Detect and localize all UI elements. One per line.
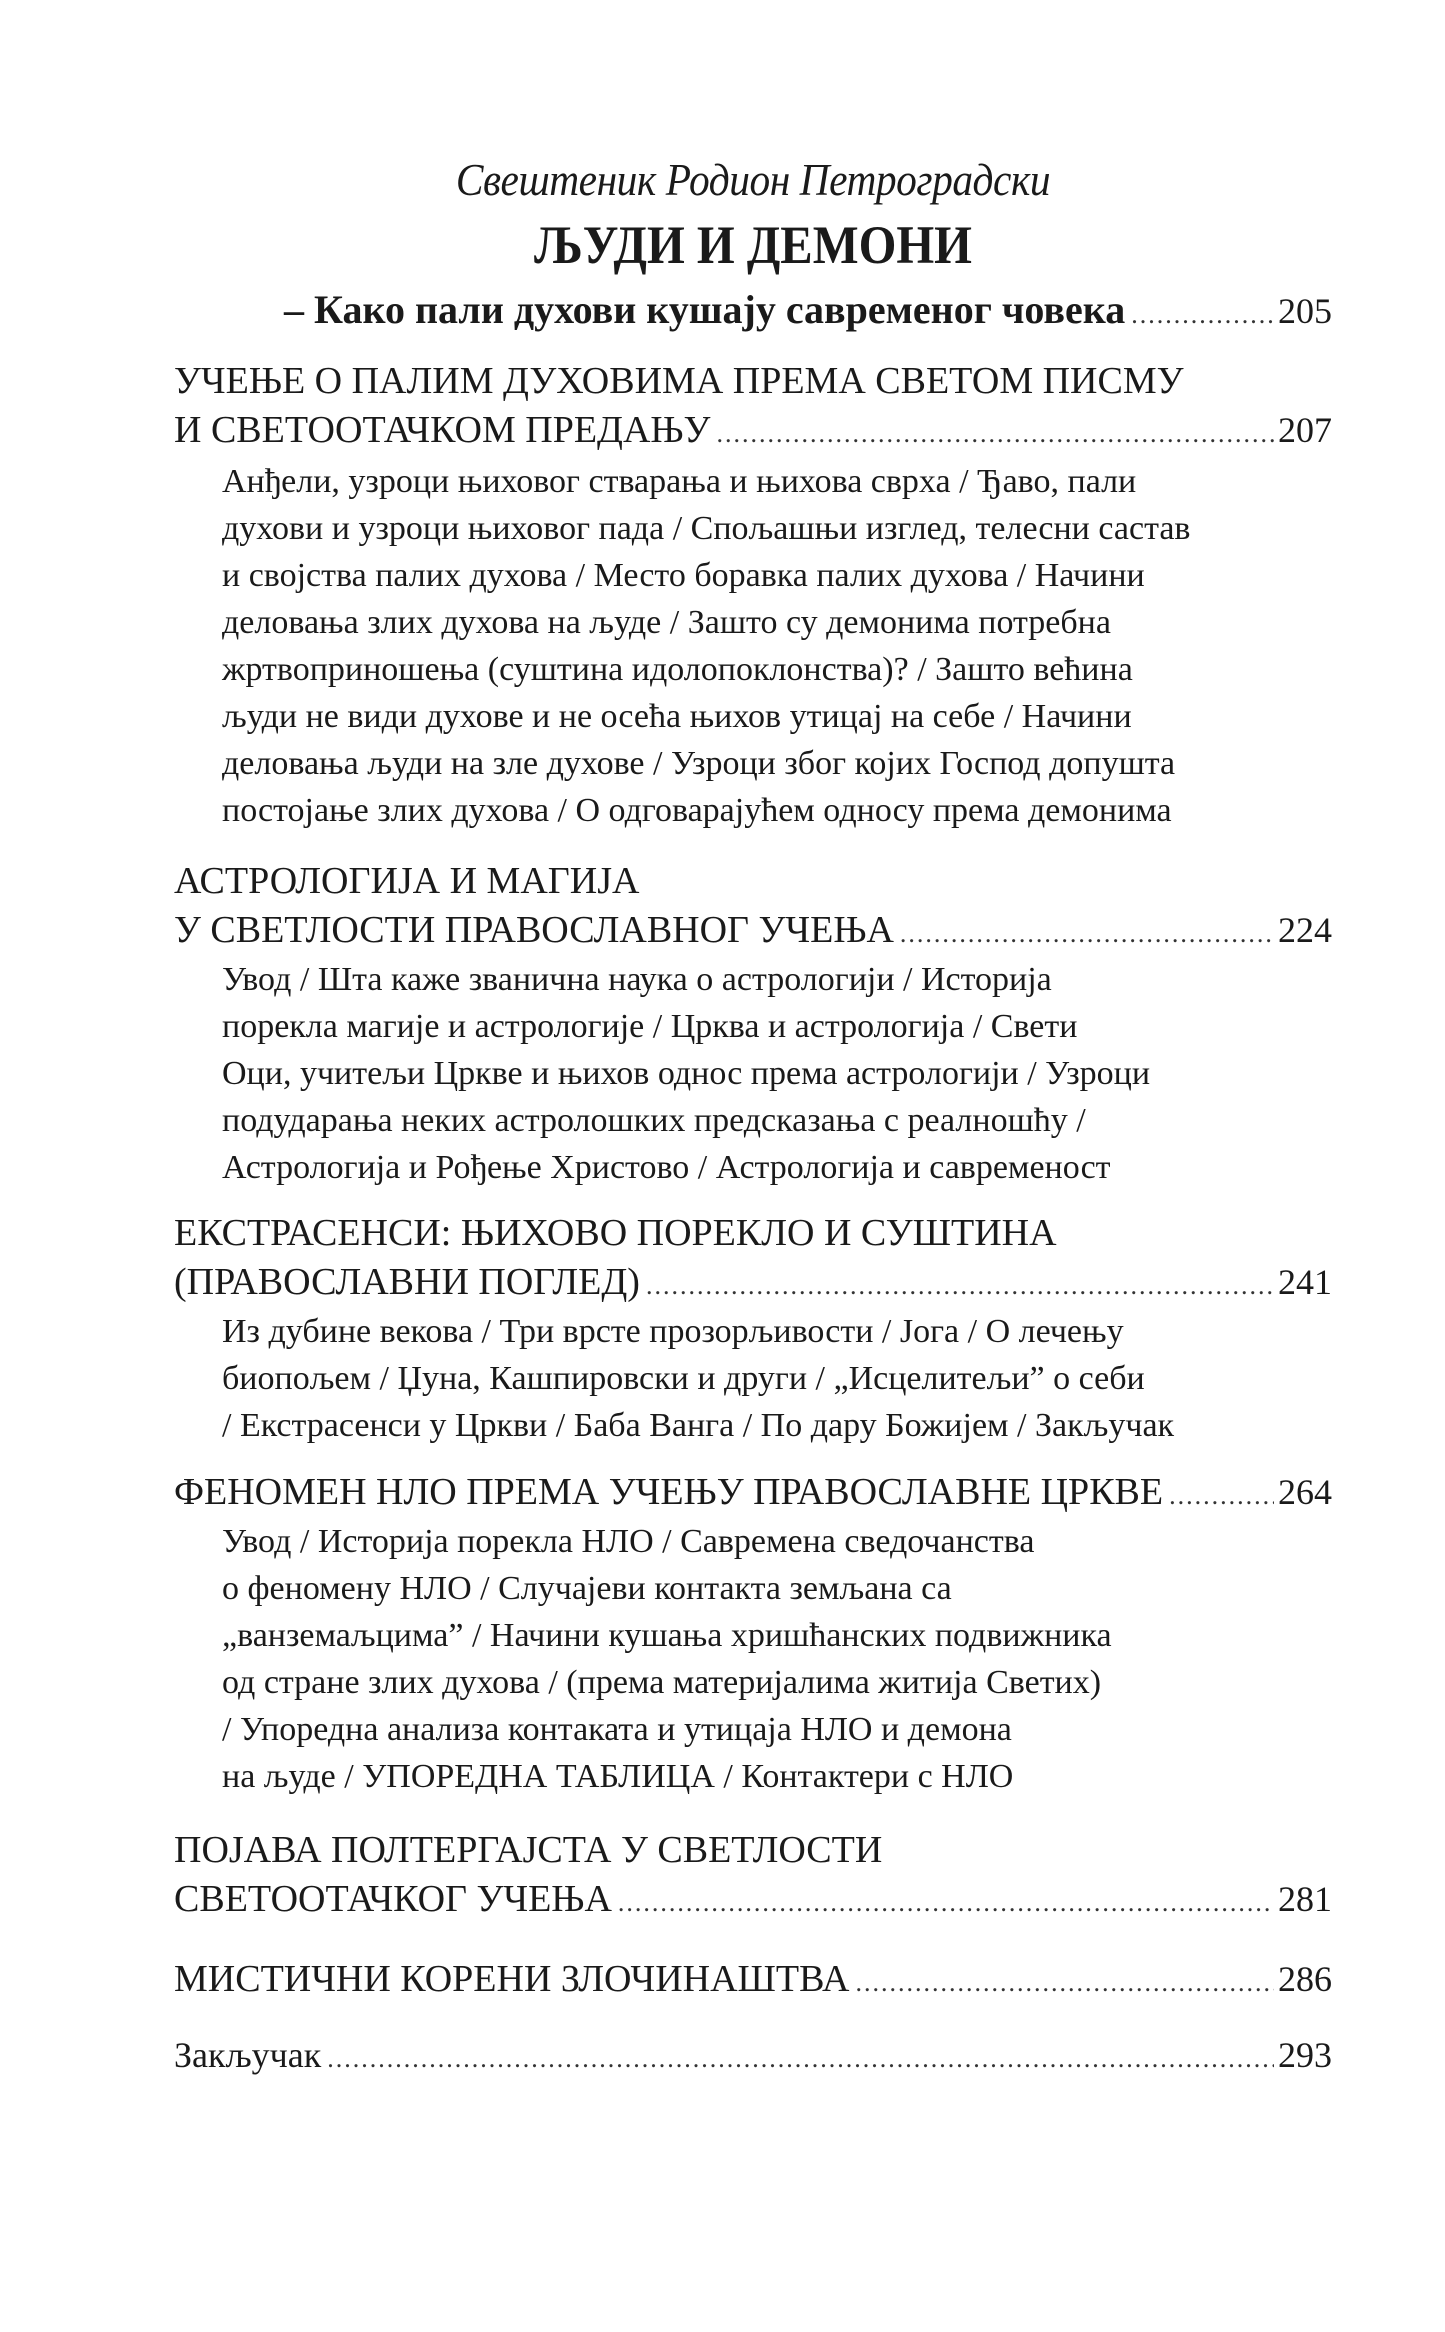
section-heading-line: И СВЕТООТАЧКОМ ПРЕДАЊУ [174, 409, 711, 451]
description-line: порекла магије и астрологије / Црква и астрологија / Свети [222, 1008, 1078, 1045]
dot-leader [327, 2034, 1274, 2083]
dot-leader [1131, 285, 1274, 345]
description-line: / Упоредна анализа контаката и утицаја НЛО и демона [222, 1711, 1012, 1748]
dot-leader [855, 1958, 1274, 2007]
section-heading-line: ЕКСТРАСЕНСИ: ЊИХОВО ПОРЕКЛО И СУШТИНА [174, 1212, 1057, 1254]
dot-leader [900, 909, 1274, 958]
page-number: 264 [1278, 1472, 1332, 1512]
toc-entry-section-5[interactable] [174, 1875, 1332, 1927]
toc-entry-section-3[interactable] [174, 1258, 1332, 1310]
description-line: Астрологија и Рођење Христово / Астрологија и савременост [222, 1149, 1111, 1186]
section-heading-line: ФЕНОМЕН НЛО ПРЕМА УЧЕЊУ ПРАВОСЛАВНЕ ЦРКВЕ [174, 1471, 1164, 1513]
description-line: биопољем / Џуна, Кашпировски и други / „Исцелитељи” о себи [222, 1360, 1145, 1397]
description-line: Анђели, узроци њиховог стварања и њихова сврха / Ђаво, пали [222, 463, 1137, 500]
description-line: деловања злих духова на људе / Зашто су демонима потребна [222, 604, 1111, 641]
section-description [222, 1308, 1322, 1449]
author-name: Свештеник Родион Петроградски [455, 155, 1051, 205]
description-line: жртвоприношења (суштина идолопоклонства)? / Зашто већина [222, 651, 1133, 688]
description-line: о феномену НЛО / Случајеви контакта земљана са [222, 1570, 952, 1607]
description-line: Из дубине векова / Три врсте прозорљивости / Јога / О лечењу [222, 1313, 1124, 1350]
dot-leader [716, 409, 1274, 458]
section-heading-line: У СВЕТЛОСТИ ПРАВОСЛАВНОГ УЧЕЊА [174, 909, 894, 951]
page-number: 241 [1278, 1262, 1332, 1302]
toc-entry-section-2[interactable] [174, 906, 1332, 958]
dot-leader [618, 1878, 1274, 1927]
page-number: 224 [1278, 910, 1332, 950]
description-line: деловања људи на зле духове / Узроци због којих Господ допушта [222, 745, 1176, 782]
page-number: 286 [1278, 1959, 1332, 1999]
description-line: подударања неких астролошких предсказања с реалношћу / [222, 1102, 1086, 1139]
book-title: ЉУДИ И ДЕМОНИ [534, 215, 972, 275]
description-line: Оци, учитељи Цркве и њихов однос према астрологији / Узроци [222, 1055, 1151, 1092]
description-line: „ванземаљцима” / Начини кушања хришћанских подвижника [222, 1617, 1112, 1654]
description-line: људи не види духове и не осећа њихов утицај на себе / Начини [222, 698, 1132, 735]
section-heading-line: МИСТИЧНИ КОРЕНИ ЗЛОЧИНАШТВА [174, 1958, 850, 2000]
section-heading-line: АСТРОЛОГИЈА И МАГИЈА [174, 860, 640, 902]
dot-leader [1169, 1471, 1274, 1520]
description-line: постојање злих духова / О одговарајућем односу према демонима [222, 792, 1172, 829]
section-description [222, 1518, 1322, 1800]
toc-entry-section-1[interactable] [174, 406, 1332, 458]
description-line: и својства палих духова / Место боравка палих духова / Начини [222, 557, 1145, 594]
conclusion-label: Закључак [174, 2035, 322, 2075]
description-line: Увод / Шта каже званична наука о астрологији / Историја [222, 961, 1052, 998]
page-number: 207 [1278, 410, 1332, 450]
page-number: 281 [1278, 1879, 1332, 1919]
description-line: од стране злих духова / (према материјалима житија Светих) [222, 1664, 1102, 1701]
page-number: 293 [1278, 2035, 1332, 2075]
section-heading-line: (ПРАВОСЛАВНИ ПОГЛЕД) [174, 1261, 640, 1303]
description-line: духови и узроци њиховог пада / Спољашњи изглед, телесни састав [222, 510, 1191, 547]
toc-entry-subtitle[interactable] [174, 280, 1332, 345]
toc-entry-section-6[interactable] [174, 1955, 1332, 2007]
book-subtitle: – Како пали духови кушају савременог човека [284, 287, 1126, 332]
section-heading-line: УЧЕЊЕ О ПАЛИМ ДУХОВИМА ПРЕМА СВЕТОМ ПИСМУ [174, 360, 1184, 402]
section-heading-line: СВЕТООТАЧКОГ УЧЕЊА [174, 1878, 612, 1920]
dot-leader [646, 1261, 1274, 1310]
section-description [222, 458, 1322, 834]
toc-entry-conclusion[interactable] [174, 2031, 1332, 2083]
section-heading-line: ПОЈАВА ПОЛТЕРГАЈСТА У СВЕТЛОСТИ [174, 1829, 883, 1871]
section-description [222, 956, 1322, 1191]
description-line: Увод / Историја порекла НЛО / Савремена сведочанства [222, 1523, 1035, 1560]
description-line: / Екстрасенси у Цркви / Баба Ванга / По дару Божијем / Закључак [222, 1407, 1175, 1444]
toc-entry-section-4[interactable] [174, 1468, 1332, 1520]
description-line: на људе / УПОРЕДНА ТАБЛИЦА / Контактери с НЛО [222, 1758, 1014, 1795]
page-number: 205 [1278, 291, 1332, 331]
